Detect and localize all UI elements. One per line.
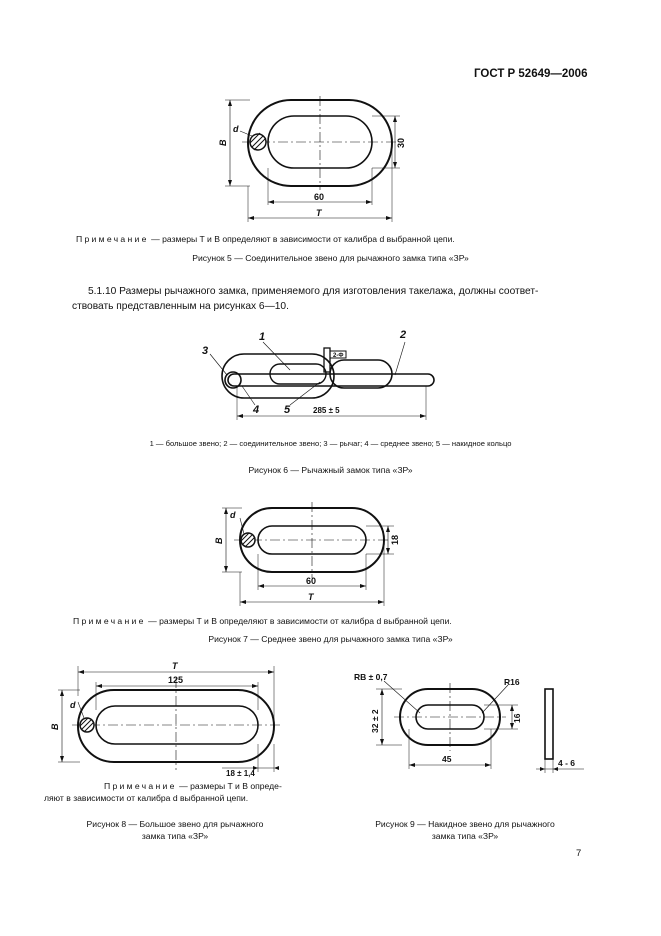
fig9-label-rb: RB ± 0,7 <box>354 672 388 682</box>
fig5-dim-30: 30 <box>396 137 406 148</box>
section-paragraph: 5.1.10 Размеры рычажного замка, применяемого для изготовления такелажа, должны соответ- ствовать представленным на рисунках 6—10. <box>72 286 539 312</box>
fig7-note: Примечание — размеры T и B определяют в зависимости от калибра d выбранной цепи. <box>73 616 452 626</box>
fig5-label-d: d <box>233 124 239 134</box>
fig6-callout-1: 1 <box>259 331 266 343</box>
fig5-dim-T: T <box>316 208 322 218</box>
fig8-caption: Рисунок 8 — Большое звено для рычажного замка типа «ЗР» <box>86 819 264 841</box>
fig8-dim-bottom: 18 ± 1,4 <box>226 769 255 778</box>
fig5-label-B: B <box>218 139 228 146</box>
fig8-label-d: d <box>70 700 76 710</box>
fig8-dim-T: T <box>172 661 178 671</box>
fig6-big-link <box>222 354 334 398</box>
fig9-caption: Рисунок 9 — Накидное звено для рычажного замка типа «ЗР» <box>375 819 555 841</box>
figure-9-drawing <box>340 665 640 795</box>
fig9-dim-45: 45 <box>442 754 452 764</box>
fig6-callout-2: 2 <box>400 329 407 341</box>
fig7-section <box>241 533 255 547</box>
fig8-label-B: B <box>50 723 60 730</box>
fig7-caption: Рисунок 7 — Среднее звено для рычажного замка типа «ЗР» <box>208 634 453 644</box>
fig7-dim-60: 60 <box>306 576 317 586</box>
fig6-dim-total: 285 ± 5 <box>313 406 340 415</box>
fig8-dim-125: 125 <box>168 675 184 685</box>
figure-5-drawing <box>0 0 661 240</box>
page-number: 7 <box>576 848 582 859</box>
fig8-section <box>80 718 94 732</box>
document-id: ГОСТ Р 52649—2006 <box>474 68 588 80</box>
figure-7-drawing <box>0 490 661 610</box>
fig5-dim-60: 60 <box>314 192 325 202</box>
fig5-caption: Рисунок 5 — Соединительное звено для рычажного замка типа «ЗР» <box>192 253 469 263</box>
fig6-callout-5: 5 <box>284 404 291 416</box>
fig7-label-B: B <box>214 537 224 544</box>
fig5-note: Примечание — размеры T и B определяют в зависимости от калибра d выбранной цепи. <box>76 234 455 244</box>
fig9-side-view <box>545 689 553 759</box>
figure-8-drawing <box>0 660 330 790</box>
fig9-dim-32: 32 ± 2 <box>370 709 380 733</box>
fig6-callout-4: 4 <box>253 404 260 416</box>
fig6-callout-3: 3 <box>202 345 209 357</box>
svg-text:2-Ф: 2-Ф <box>333 353 344 359</box>
fig9-dim-thickness: 4 - 6 <box>558 758 576 768</box>
fig7-dim-T: T <box>308 592 314 602</box>
fig5-section <box>250 134 266 150</box>
fig6-legend: 1 — большое звено; 2 — соединительное звено; 3 — рычаг; 4 — среднее звено; 5 — накидное кольцо <box>149 439 512 448</box>
fig7-dim-18: 18 <box>390 534 400 545</box>
fig8-note: Примечание — размеры T и B опреде- ляют в зависимости от калибра d выбранной цепи. <box>44 781 282 803</box>
fig9-label-r16: R16 <box>504 677 520 687</box>
fig7-label-d: d <box>230 510 236 520</box>
fig9-dim-16: 16 <box>512 713 522 723</box>
fig6-caption: Рисунок 6 — Рычажный замок типа «ЗР» <box>248 465 413 475</box>
